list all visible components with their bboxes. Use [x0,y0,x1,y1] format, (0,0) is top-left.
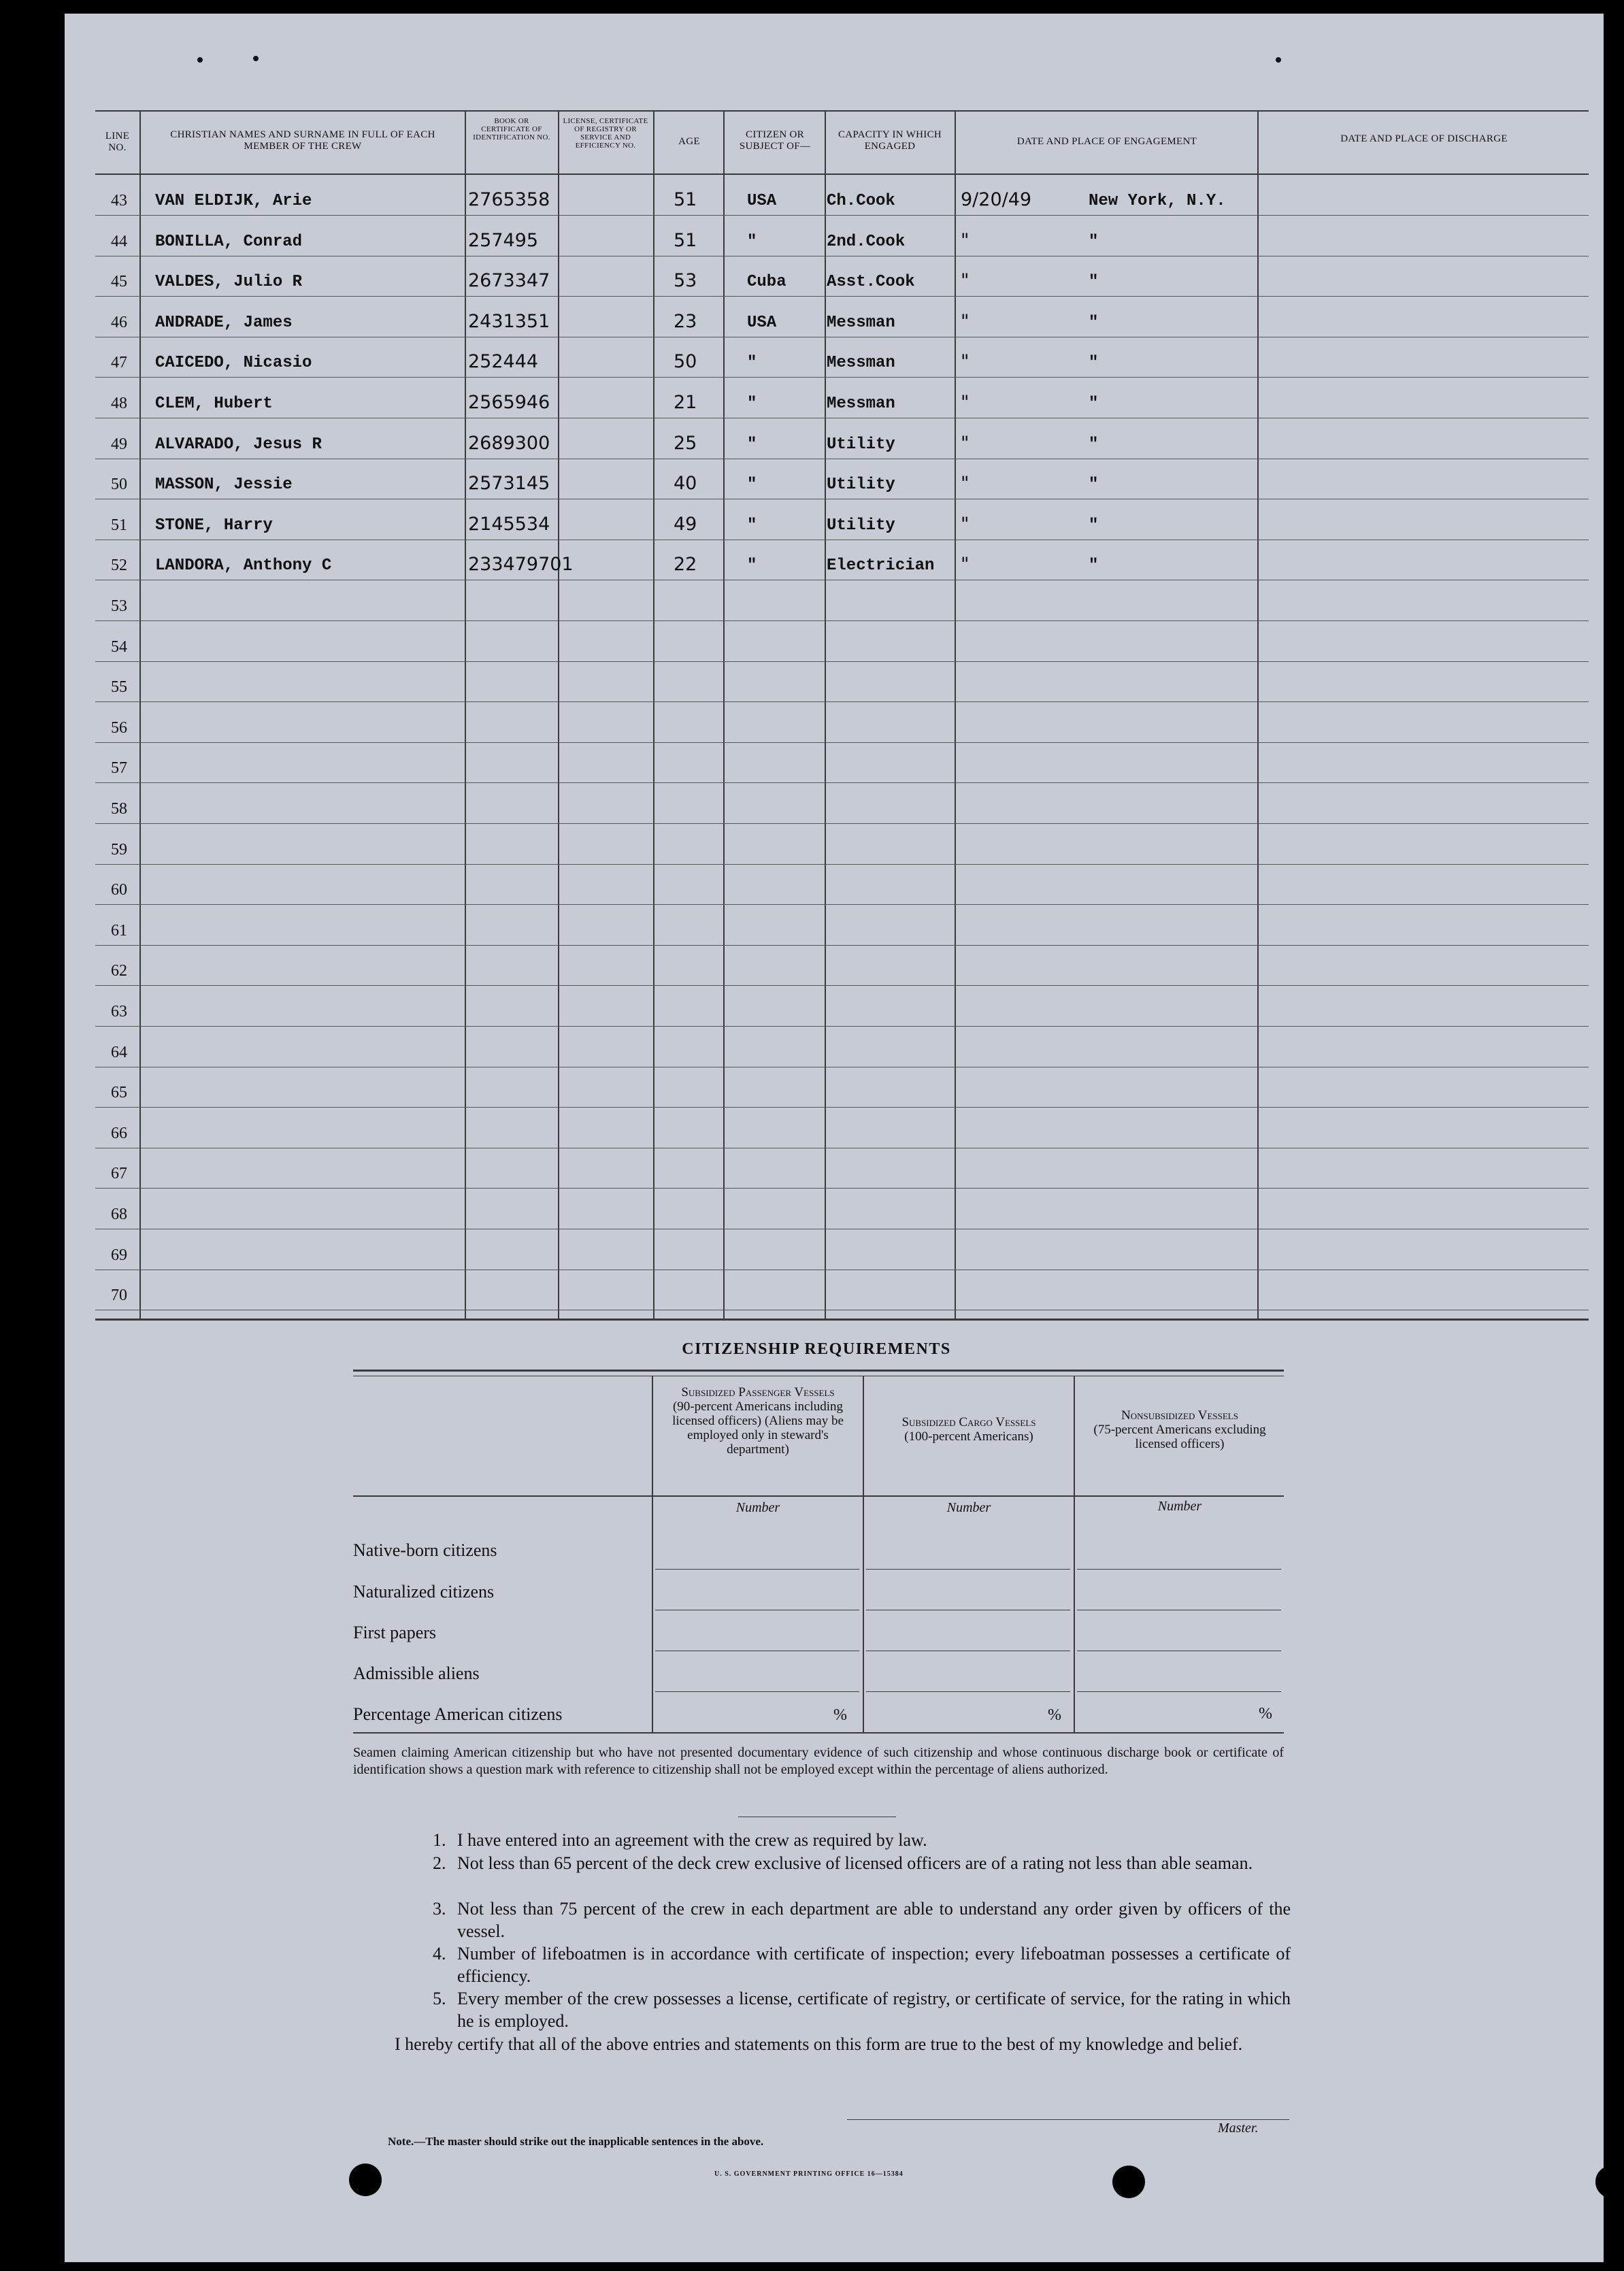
row-rule [95,701,1589,702]
age-value: 51 [674,189,697,210]
crew-name: VAN ELDIJK, Arie [155,192,312,210]
col-divider [465,110,466,1320]
line-number: 65 [111,1084,127,1101]
engagement-date: " [961,392,970,413]
line-number: 55 [111,678,127,696]
header-age: AGE [678,136,700,147]
age-value: 40 [674,473,697,494]
certification-statement: I hereby certify that all of the above entries and statements on this form are true to the best of my knowledge and belief. [395,2034,1243,2054]
engagement-date: " [961,554,970,575]
book-number: 2765358 [468,189,550,210]
header-citizen: CITIZEN OR SUBJECT OF— [739,129,811,152]
row-rule [95,377,1589,378]
master-label: Master. [1218,2121,1259,2136]
cit-col-divider [863,1376,864,1734]
capacity-value: Asst.Cook [827,273,915,291]
cit-col-divider [1074,1376,1075,1734]
capacity-value: Messman [827,314,895,332]
punch-hole [1595,2166,1624,2198]
citizenship-value: " [747,516,757,535]
percent-sign: % [833,1706,847,1724]
cit-col1-head [657,1385,859,1457]
engagement-place: " [1089,435,1099,454]
book-number: 2431351 [468,311,550,332]
cit-top-rule [353,1370,1284,1372]
header-names: CHRISTIAN NAMES AND SURNAME IN FULL OF EACH MEMBER OF THE CREW [170,129,435,152]
header-book: BOOK OR CERTIFICATE OF IDENTIFICATION NO. [473,117,550,142]
line-number: 68 [111,1206,127,1223]
number-label: Number [946,1500,991,1515]
line-number: 47 [111,354,127,371]
row-rule [95,1026,1589,1027]
master-signature-line [847,2119,1289,2120]
engagement-date: " [961,230,970,251]
number-label: Number [735,1500,780,1515]
line-number: 61 [111,922,127,940]
line-number: 51 [111,516,127,534]
cit-col-divider [652,1376,653,1734]
cit-bottom-rule [353,1732,1284,1734]
table-top-rule [95,110,1589,112]
number-label: Number [1157,1499,1202,1514]
citizenship-value: USA [747,192,777,210]
line-number: 69 [111,1246,127,1264]
engagement-date: " [961,473,970,494]
age-value: 51 [674,230,697,251]
crew-name: MASSON, Jessie [155,476,293,494]
header-discharge: DATE AND PLACE OF DISCHARGE [1340,133,1508,144]
footnote: Note.—The master should strike out the inapplicable sentences in the above. [388,2135,764,2148]
row-rule [95,823,1589,824]
col-divider [139,110,141,1320]
crew-name: BONILLA, Conrad [155,233,303,251]
citizenship-value: " [747,557,757,575]
book-number: 2689300 [468,433,550,454]
capacity-value: Utility [827,516,895,535]
row-rule [95,742,1589,743]
cit-row-naturalized: Naturalized citizens [353,1582,495,1602]
citizenship-value: " [747,354,757,372]
table-header-rule [95,173,1589,175]
line-number: 52 [111,557,127,574]
col-divider [825,110,826,1320]
header-engagement: DATE AND PLACE OF ENGAGEMENT [1016,136,1197,147]
line-number: 59 [111,841,127,859]
line-number: 62 [111,962,127,980]
cit-entry-line [866,1691,1070,1692]
engagement-date: " [961,514,970,535]
row-rule [95,620,1589,621]
engagement-place: " [1089,233,1099,251]
cit-entry-line [655,1569,859,1570]
engagement-place: " [1089,476,1099,494]
crew-name: CLEM, Hubert [155,395,273,413]
line-number: 66 [111,1125,127,1142]
line-number: 64 [111,1044,127,1061]
percent-sign: % [1048,1706,1061,1724]
line-number: 63 [111,1003,127,1021]
row-rule [95,215,1589,216]
printer-imprint: U. S. GOVERNMENT PRINTING OFFICE 16—15384 [714,2170,904,2178]
age-value: 22 [674,554,697,575]
cit-col2-desc: (100-percent Americans) [904,1429,1033,1444]
row-rule [95,985,1589,986]
cit-col2-title: Subsidized Cargo Vessels [901,1415,1036,1429]
line-number: 53 [111,597,127,615]
cit-col1-title: Subsidized Passenger Vessels [681,1385,835,1399]
capacity-value: Messman [827,354,895,372]
cit-entry-line [866,1569,1070,1570]
citizenship-value: " [747,435,757,454]
engagement-date: " [961,351,970,372]
line-number: 45 [111,273,127,291]
cit-row-first-papers: First papers [353,1623,437,1642]
col-divider [723,110,725,1320]
header-line-no: LINE NO. [105,131,130,153]
line-number: 56 [111,719,127,737]
book-number: 2673347 [468,270,550,291]
capacity-value: Messman [827,395,895,413]
book-number: 2565946 [468,392,550,413]
cit-col3-title: Nonsubsidized Vessels [1121,1408,1238,1423]
line-number: 60 [111,881,127,899]
col-divider [955,110,956,1320]
cit-row-aliens: Admissible aliens [353,1663,480,1683]
punch-hole [1112,2166,1145,2198]
age-value: 21 [674,392,697,413]
engagement-date: 9/20/49 [961,189,1032,210]
age-value: 49 [674,514,697,535]
line-number: 54 [111,638,127,656]
crew-name: CAICEDO, Nicasio [155,354,312,372]
line-number: 49 [111,435,127,453]
engagement-place: " [1089,273,1099,291]
engagement-place: New York, N.Y. [1089,192,1226,210]
cit-col3-head [1078,1408,1281,1451]
engagement-place: " [1089,354,1099,372]
line-number: 46 [111,314,127,331]
header-license: LICENSE, CERTIFICATE OF REGISTRY OR SERVICE AND EFFICIENCY NO. [563,117,648,150]
book-number: 233479701 [468,554,574,575]
scan-mark [197,57,203,63]
age-value: 25 [674,433,697,454]
book-number: 257495 [468,230,539,251]
book-number: 2145534 [468,514,550,535]
crew-name: VALDES, Julio R [155,273,303,291]
col-divider [1257,110,1259,1320]
cit-col1-desc: (90-percent Americans including licensed officers) (Aliens may be employed only in steward's department) [672,1399,844,1457]
engagement-date: " [961,311,970,332]
engagement-place: " [1089,314,1099,332]
scan-mark [253,56,259,61]
capacity-value: Ch.Cook [827,192,895,210]
cit-row-native: Native-born citizens [353,1540,497,1560]
row-rule [95,864,1589,865]
book-number: 252444 [468,351,539,372]
capacity-value: 2nd.Cook [827,233,906,251]
cit-col2-head [867,1415,1070,1444]
line-number: 57 [111,759,127,777]
engagement-place: " [1089,516,1099,535]
header-capacity: CAPACITY IN WHICH ENGAGED [838,129,942,152]
table-bottom-rule [95,1319,1589,1321]
engagement-place: " [1089,395,1099,413]
row-rule [95,296,1589,297]
cit-row-percentage: Percentage American citizens [353,1704,563,1724]
scan-mark [1276,57,1281,63]
citizenship-value: " [747,476,757,494]
cit-entry-line [655,1691,859,1692]
citizenship-value: Cuba [747,273,786,291]
citizenship-title: CITIZENSHIP REQUIREMENTS [682,1340,951,1358]
age-value: 50 [674,351,697,372]
age-value: 23 [674,311,697,332]
citizenship-value: " [747,233,757,251]
citizenship-notice: Seamen claiming American citizenship but who have not presented documentary evidence of such citizenship and whose continuous discharge book or certificate of identification shows a question mark with reference to citizenship shall not be employed except within the percentage of aliens authorized. [353,1745,1284,1777]
citizenship-value: USA [747,314,777,332]
cit-col3-desc: (75-percent Americans excluding licensed officers) [1093,1423,1266,1451]
line-number: 48 [111,395,127,412]
cit-entry-line [1077,1569,1281,1570]
engagement-place: " [1089,557,1099,575]
engagement-date: " [961,270,970,291]
capacity-value: Electrician [827,557,935,575]
engagement-date: " [961,433,970,454]
line-number: 58 [111,800,127,818]
cit-header-rule [353,1495,1284,1497]
capacity-value: Utility [827,476,895,494]
crew-name: STONE, Harry [155,516,273,535]
row-rule [95,1107,1589,1108]
crew-name: LANDORA, Anthony C [155,557,332,575]
row-rule [95,782,1589,783]
col-divider [558,110,559,1320]
percent-sign: % [1259,1705,1272,1723]
age-value: 53 [674,270,697,291]
book-number: 2573145 [468,473,550,494]
line-number: 50 [111,476,127,493]
crew-name: ALVARADO, Jesus R [155,435,322,454]
row-rule [95,904,1589,905]
line-number: 44 [111,233,127,250]
punch-hole [349,2164,382,2196]
line-number: 43 [111,192,127,210]
capacity-value: Utility [827,435,895,454]
line-number: 70 [111,1287,127,1304]
line-number: 67 [111,1165,127,1182]
row-rule [95,1188,1589,1189]
row-rule [95,945,1589,946]
row-rule [95,661,1589,662]
col-divider [653,110,654,1320]
citizenship-value: " [747,395,757,413]
crew-name: ANDRADE, James [155,314,293,332]
cit-entry-line [1077,1691,1281,1692]
